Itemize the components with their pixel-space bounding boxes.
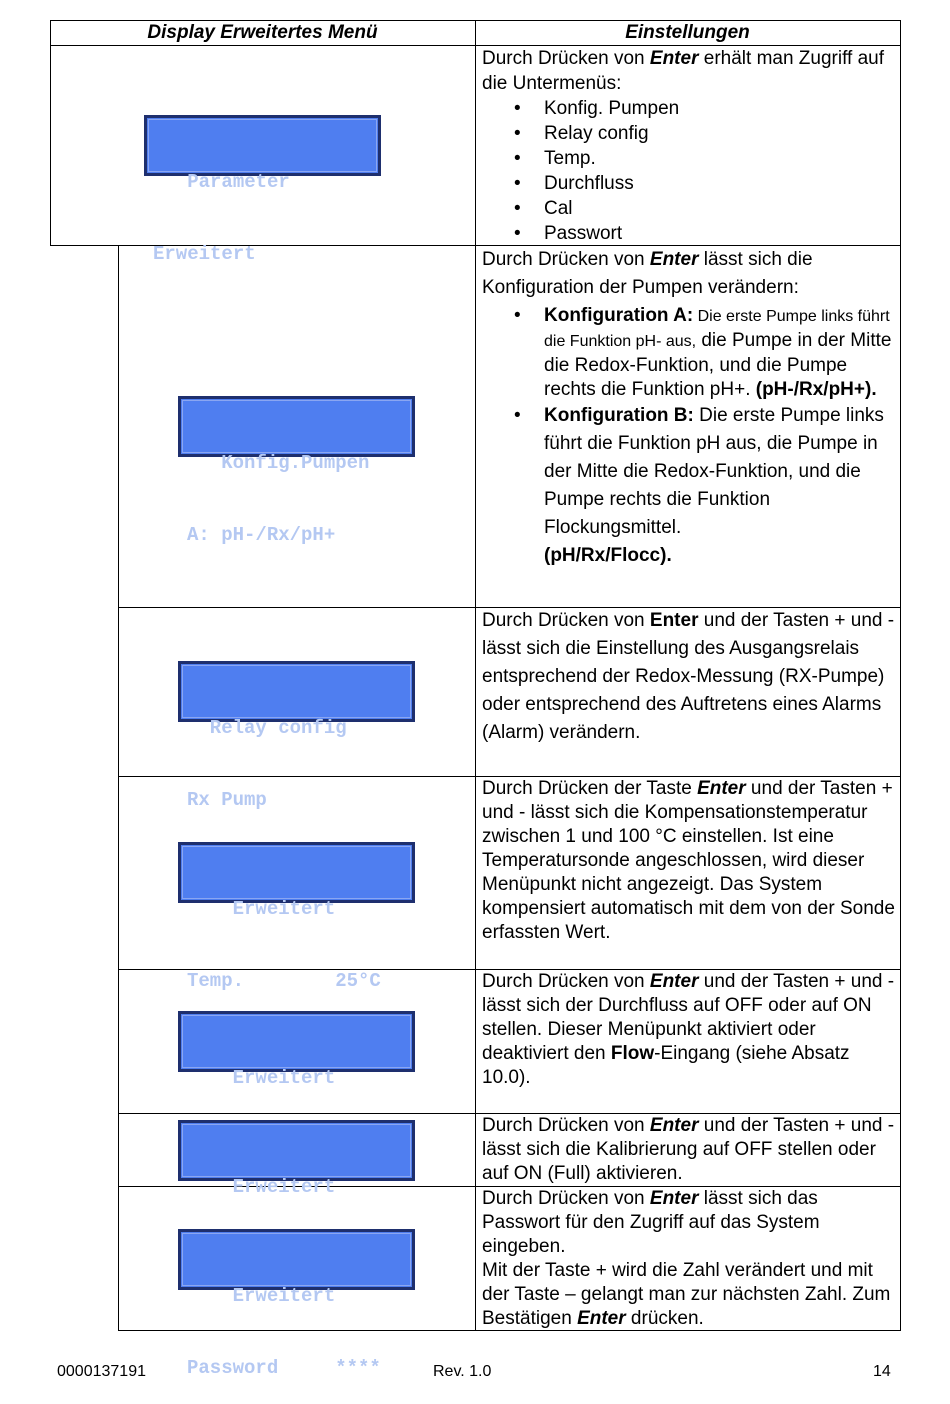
row5-text-2: und der Tasten + und - lässt sich der Durchfluss auf OFF oder auf ON stellen. Dieser Menüpunkt aktiviert oder deaktiviert den [482,971,895,1064]
footer-page-number: 14 [873,1363,891,1380]
row5-text-3: -Eingang (siehe Absatz 10.0). [482,1043,850,1088]
config-b-label: Konfiguration B: [544,405,694,426]
lcd-konfig-pumpen [178,396,415,546]
row1-bottom-border-left [50,245,118,246]
row7-text-3: Mit der Taste + wird die Zahl verändert und mit der Taste – gelangt man zur nächsten Zahl. Zum Bestätigen [482,1260,891,1329]
lcd-line-1: Konfig.Pumpen [187,452,370,474]
row6-description [482,1114,897,1186]
row7-text-1: Durch Drücken von [482,1188,650,1209]
footer-doc-number: 0000137191 [57,1363,146,1380]
lcd-erweitert-temp [178,842,415,992]
row4-description [482,777,897,945]
row5-text [482,970,897,1090]
lcd-erweitert-kal [178,1120,415,1198]
lcd-line-1: Relay config [187,717,347,739]
row5-description [482,970,897,1090]
submenu-item-durchfluss: • Durchfluss [544,171,897,196]
row7-description [482,1187,897,1331]
row3-text [482,607,897,747]
config-a-item [544,304,897,402]
lcd-line-1: Erweitert [187,898,336,920]
row2-intro [482,246,897,302]
lcd-line-1: Erweitert [187,1285,336,1307]
enter-key-label: Enter [697,778,746,799]
header-display-column: Display Erweitertes Menü [147,22,378,43]
config-a-small-text: Die erste Pumpe links führt die Funktion pH- aus, [544,308,890,350]
lcd-line-2: Password **** [187,1357,381,1379]
enter-key-label: Enter [577,1308,626,1329]
row7-text-para1 [482,1187,897,1259]
row3-description [482,607,897,747]
submenu-item-passwort: • Passwort [544,221,897,246]
footer-revision: Rev. 1.0 [433,1363,492,1380]
row7-text-4: drücken. [625,1308,704,1329]
row1-intro-text-2: erhält man Zugriff auf die Untermenüs: [482,48,885,94]
enter-key-label: Enter [649,48,699,69]
row6-text [482,1114,897,1186]
row4-text [482,777,897,945]
config-a-label: Konfiguration A: [544,305,694,326]
row3-text-2: und der Tasten + und - lässt sich die Einstellung des Ausgangsrelais entsprechend der Redox-Messung (RX-Pumpe) oder entsprechend des Auftretens eines Alarms (Alarm) verändern. [482,610,895,743]
row7-text-para2 [482,1259,897,1331]
lcd-line-2: Erweitert [153,243,256,265]
row2-intro-text-2: lässt sich die Konfiguration der Pumpen verändern: [482,249,813,298]
lcd-relay-config [178,661,415,811]
submenu-list [482,96,897,246]
lcd-line-1: Erweitert [187,1067,336,1089]
submenu-item-temp: • Temp. [544,146,897,171]
row4-text-1: Durch Drücken der Taste [482,778,698,799]
lcd-line-2: Temp. 25°C [187,970,381,992]
lcd-erweitert-password [178,1229,415,1379]
column-divider [475,20,476,1331]
config-b-item [544,402,897,570]
row1-intro-text: Durch Drücken von [482,48,650,69]
config-b-text: Die erste Pumpe links führt die Funktion pH aus, die Pumpe in der Mitte die Redox-Funktion, und die Pumpe rechts die Funktion Flockungsmittel. [544,405,884,538]
row6-text-1: Durch Drücken von [482,1115,650,1136]
lcd-line-1: Parameter [153,171,290,193]
enter-key-label: Enter [649,249,699,270]
flow-label: Flow [610,1043,655,1064]
row3-text-1: Durch Drücken von [482,610,650,631]
config-a-code: (pH-/Rx/pH+). [755,379,877,400]
row2-intro-text: Durch Drücken von [482,249,650,270]
header-settings-column: Einstellungen [625,22,750,43]
row1-intro [482,46,897,96]
enter-key-label: Enter [649,971,699,992]
config-a-text: die Pumpe in der Mitte die Redox-Funktion, und die Pumpe rechts die Funktion pH+. [544,330,892,400]
lcd-line-2: Rx Pump [187,789,267,811]
config-b-code: (pH/Rx/Flocc). [544,545,672,566]
row4-text-2: und der Tasten + und - lässt sich die Kompensationstemperatur zwischen 1 und 100 °C einstellen. Ist eine Temperatursonde angeschlossen, wird dieser Menüpunkt nicht angezeigt. Das System kompensiert automatisch mit dem von der Sonde erfassten Wert. [482,778,895,943]
submenu-item-relay-config: • Relay config [544,121,897,146]
row1-description [482,46,897,246]
row2-description [482,246,897,570]
lcd-parameter-erweitert [144,115,381,265]
lcd-line-1: Erweitert [187,1176,336,1198]
lcd-erweitert-fluss [178,1011,415,1089]
enter-key-label: Enter [649,1188,699,1209]
right-border [900,20,901,1331]
pump-config-list [482,304,897,570]
row6-text-2: und der Tasten + und - lässt sich die Kalibrierung auf OFF stellen oder auf ON (Full) aktivieren. [482,1115,895,1184]
outer-left-border-row1 [50,20,51,246]
enter-key-label: Enter [649,1115,699,1136]
row7-text-2: lässt sich das Passwort für den Zugriff auf das System eingeben. [482,1188,820,1257]
submenu-item-konfig-pumpen: • Konfig. Pumpen [544,96,897,121]
inner-left-border [118,245,119,1331]
enter-key-label: Enter [649,610,699,631]
row5-text-1: Durch Drücken von [482,971,650,992]
lcd-line-2: A: pH-/Rx/pH+ [187,524,336,546]
submenu-item-cal: • Cal [544,196,897,221]
